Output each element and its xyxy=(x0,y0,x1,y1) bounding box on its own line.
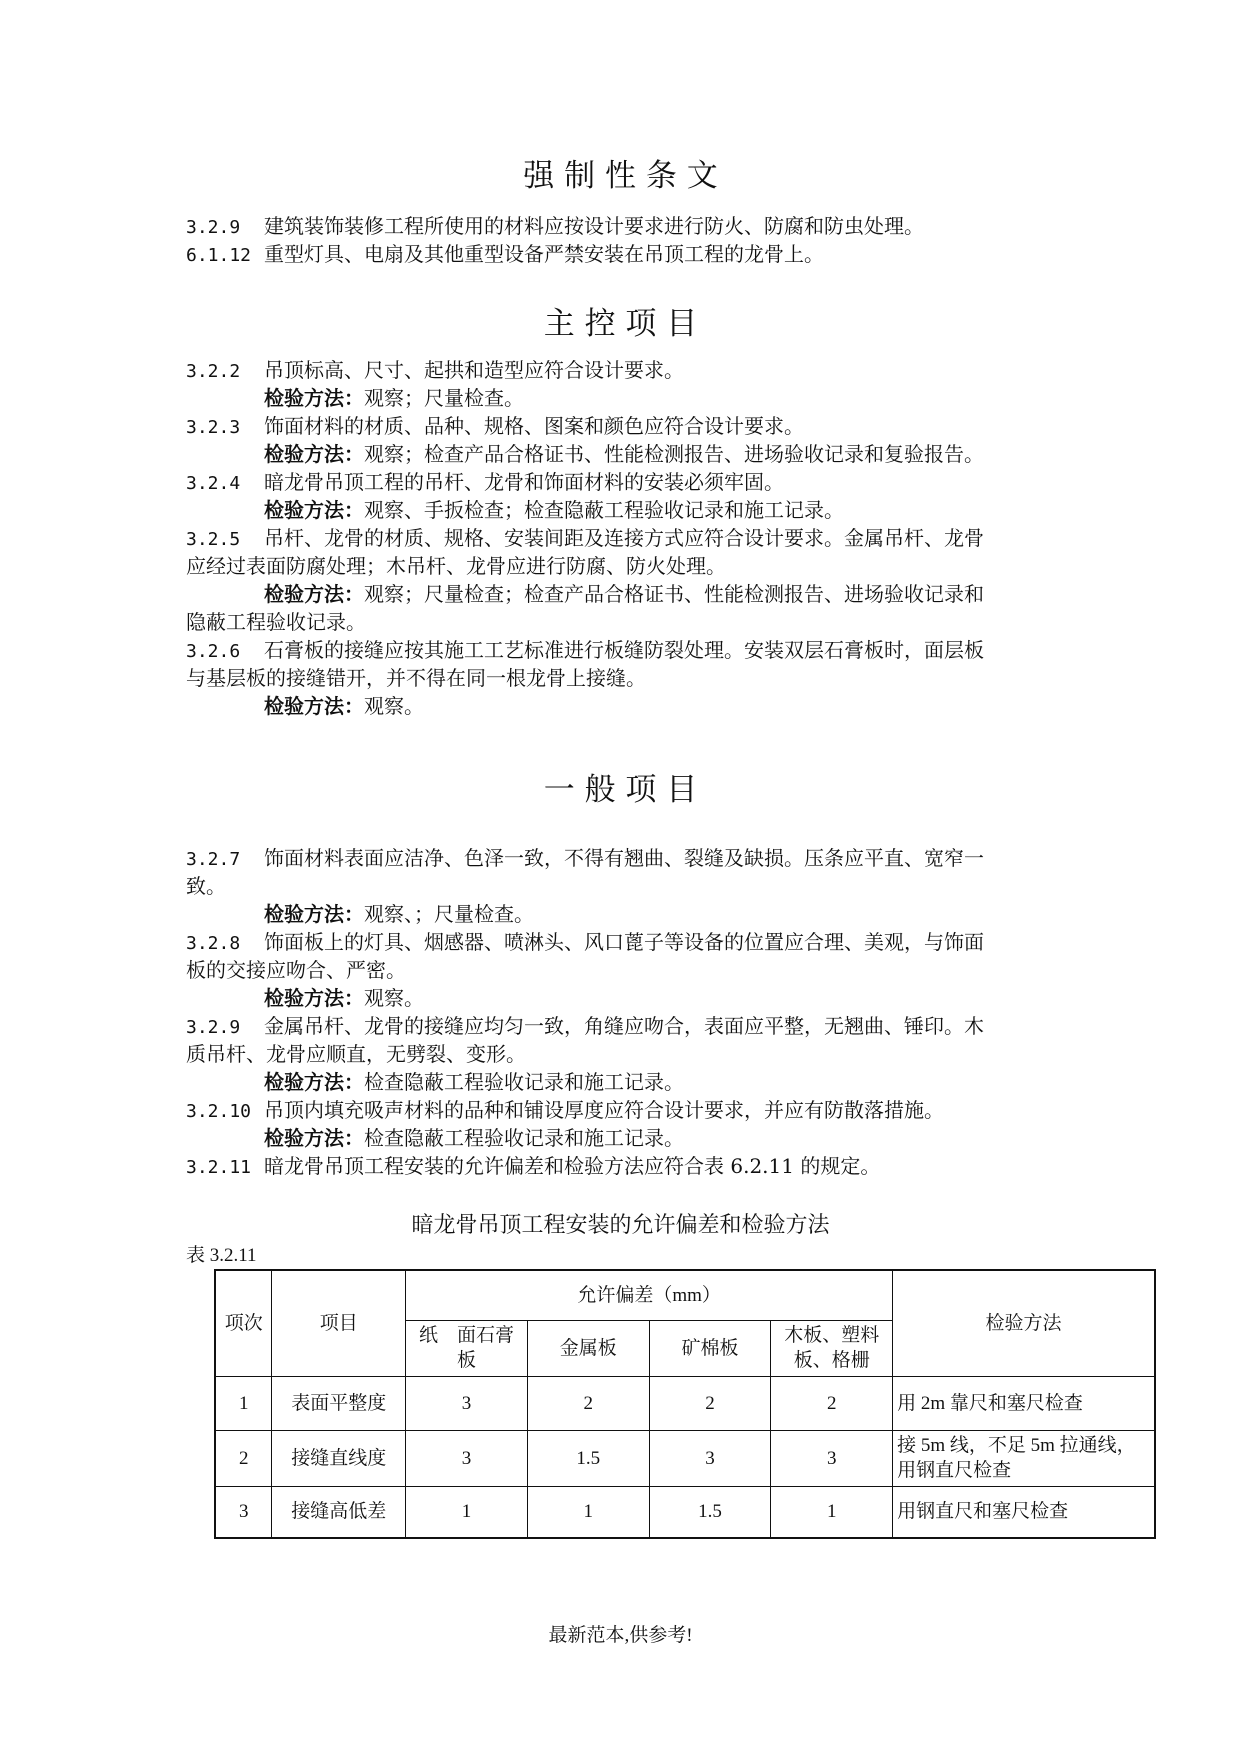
inspection-method-label: 检验方法： xyxy=(264,1070,364,1094)
header-method: 检验方法 xyxy=(893,1270,1155,1376)
inspection-method-text: 观察、；尺量检查。 xyxy=(364,902,534,926)
clause-line xyxy=(186,930,1066,956)
clause-line xyxy=(186,214,1066,240)
clause-number: 3.2.5 xyxy=(186,529,241,550)
cell-seq: 3 xyxy=(215,1486,272,1538)
clause-continuation: 致。 xyxy=(186,874,226,898)
cell-value: 3 xyxy=(406,1430,528,1486)
clause-line xyxy=(186,1154,1066,1180)
cell-value: 1.5 xyxy=(649,1486,771,1538)
header-metal: 金属板 xyxy=(527,1320,649,1376)
inspection-method-label: 检验方法： xyxy=(264,582,364,606)
header-item: 项目 xyxy=(272,1270,406,1376)
cell-value: 3 xyxy=(649,1430,771,1486)
table-row xyxy=(215,1430,1155,1486)
clause-line xyxy=(186,526,1066,552)
page-footer: 最新范本,供参考! xyxy=(548,1625,693,1646)
cell-value: 1 xyxy=(406,1486,528,1538)
clause-number: 3.2.9 xyxy=(186,217,241,238)
clause-number: 3.2.4 xyxy=(186,473,241,494)
inspection-method-label: 检验方法： xyxy=(264,902,364,926)
cell-item: 接缝直线度 xyxy=(272,1430,406,1486)
table-label: 表 3.2.11 xyxy=(186,1245,257,1266)
clause-line xyxy=(186,414,1066,440)
clause-line xyxy=(186,470,1066,496)
table-header-row xyxy=(215,1270,1155,1320)
inspection-method-line xyxy=(186,442,1144,466)
inspection-method-line xyxy=(186,1070,1144,1094)
cell-value: 1.5 xyxy=(527,1430,649,1486)
clause-number: 3.2.9 xyxy=(186,1017,241,1038)
inspection-method-text: 检查隐蔽工程验收记录和施工记录。 xyxy=(364,1070,684,1094)
cell-value: 2 xyxy=(649,1376,771,1430)
header-seq: 项次 xyxy=(215,1270,272,1376)
header-gypsum: 纸 面石膏板 xyxy=(406,1320,528,1376)
clause-number: 3.2.10 xyxy=(186,1101,252,1122)
inspection-method-line xyxy=(186,1126,1144,1150)
clause-text: 暗龙骨吊顶工程安装的允许偏差和检验方法应符合表 6.2.11 的规定。 xyxy=(264,1154,881,1178)
section-title-mandatory: 强 制 性 条 文 xyxy=(523,158,718,194)
deviation-table xyxy=(214,1269,1156,1539)
cell-method: 接 5m 线，不足 5m 拉通线，用钢直尺检查 xyxy=(893,1430,1155,1486)
inspection-method-label: 检验方法： xyxy=(264,386,364,410)
clause-line xyxy=(186,1014,1066,1040)
clause-text: 吊顶标高、尺寸、起拱和造型应符合设计要求。 xyxy=(264,358,684,382)
clause-text: 暗龙骨吊顶工程的吊杆、龙骨和饰面材料的安装必须牢固。 xyxy=(264,470,784,494)
clause-continuation: 板的交接应吻合、严密。 xyxy=(186,958,406,982)
header-mineral-wool: 矿棉板 xyxy=(649,1320,771,1376)
clause-line xyxy=(186,358,1066,384)
cell-value: 1 xyxy=(771,1486,893,1538)
inspection-method-line xyxy=(186,386,1144,410)
inspection-method-line xyxy=(186,694,1144,718)
inspection-method-line xyxy=(186,498,1144,522)
clause-line xyxy=(186,1098,1066,1124)
table-row xyxy=(215,1486,1155,1538)
cell-seq: 1 xyxy=(215,1376,272,1430)
clause-continuation: 质吊杆、龙骨应顺直，无劈裂、变形。 xyxy=(186,1042,526,1066)
clause-text: 吊顶内填充吸声材料的品种和铺设厚度应符合设计要求，并应有防散落措施。 xyxy=(264,1098,944,1122)
cell-item: 表面平整度 xyxy=(272,1376,406,1430)
inspection-method-text: 观察；尺量检查；检查产品合格证书、性能检测报告、进场验收记录和 xyxy=(364,582,984,606)
inspection-method-label: 检验方法： xyxy=(264,442,364,466)
inspection-method-line xyxy=(186,986,1144,1010)
table-row xyxy=(215,1376,1155,1430)
inspection-method-text: 观察。 xyxy=(364,694,424,718)
inspection-method-text: 观察；尺量检查。 xyxy=(364,386,524,410)
cell-value: 3 xyxy=(771,1430,893,1486)
inspection-method-label: 检验方法： xyxy=(264,498,364,522)
header-wood-plastic: 木板、塑料板、格栅 xyxy=(771,1320,893,1376)
clause-continuation: 隐蔽工程验收记录。 xyxy=(186,610,366,634)
header-deviation: 允许偏差（mm） xyxy=(406,1270,893,1320)
clause-line xyxy=(186,846,1066,872)
inspection-method-line xyxy=(186,902,1144,926)
clause-text: 饰面材料的材质、品种、规格、图案和颜色应符合设计要求。 xyxy=(264,414,804,438)
cell-value: 2 xyxy=(527,1376,649,1430)
inspection-method-label: 检验方法： xyxy=(264,694,364,718)
clause-number: 6.1.12 xyxy=(186,245,252,266)
clause-continuation: 应经过表面防腐处理；木吊杆、龙骨应进行防腐、防火处理。 xyxy=(186,554,726,578)
cell-seq: 2 xyxy=(215,1430,272,1486)
cell-method: 用钢直尺和塞尺检查 xyxy=(893,1486,1155,1538)
clause-text: 饰面板上的灯具、烟感器、喷淋头、风口蓖子等设备的位置应合理、美观，与饰面 xyxy=(264,930,984,954)
inspection-method-text: 检查隐蔽工程验收记录和施工记录。 xyxy=(364,1126,684,1150)
inspection-method-label: 检验方法： xyxy=(264,1126,364,1150)
clause-text: 吊杆、龙骨的材质、规格、安装间距及连接方式应符合设计要求。金属吊杆、龙骨 xyxy=(264,526,984,550)
section-title-general: 一 般 项 目 xyxy=(543,772,698,808)
inspection-method-line xyxy=(186,582,1144,606)
clause-line xyxy=(186,638,1066,664)
cell-value: 3 xyxy=(406,1376,528,1430)
cell-method: 用 2m 靠尺和塞尺检查 xyxy=(893,1376,1155,1430)
clause-number: 3.2.11 xyxy=(186,1157,252,1178)
cell-item: 接缝高低差 xyxy=(272,1486,406,1538)
inspection-method-label: 检验方法： xyxy=(264,986,364,1010)
clause-text: 饰面材料表面应洁净、色泽一致，不得有翘曲、裂缝及缺损。压条应平直、宽窄一 xyxy=(264,846,984,870)
clause-text: 重型灯具、电扇及其他重型设备严禁安装在吊顶工程的龙骨上。 xyxy=(264,242,824,266)
cell-value: 2 xyxy=(771,1376,893,1430)
clause-continuation: 与基层板的接缝错开，并不得在同一根龙骨上接缝。 xyxy=(186,666,646,690)
clause-number: 3.2.8 xyxy=(186,933,241,954)
table-caption: 暗龙骨吊顶工程安装的允许偏差和检验方法 xyxy=(411,1213,830,1238)
clause-number: 3.2.7 xyxy=(186,849,241,870)
clause-text: 石膏板的接缝应按其施工工艺标准进行板缝防裂处理。安装双层石膏板时，面层板 xyxy=(264,638,984,662)
clause-number: 3.2.6 xyxy=(186,641,241,662)
inspection-method-text: 观察、手扳检查；检查隐蔽工程验收记录和施工记录。 xyxy=(364,498,844,522)
clause-text: 金属吊杆、龙骨的接缝应均匀一致，角缝应吻合，表面应平整，无翘曲、锤印。木 xyxy=(264,1014,984,1038)
clause-text: 建筑装饰装修工程所使用的材料应按设计要求进行防火、防腐和防虫处理。 xyxy=(264,214,924,238)
inspection-method-text: 观察；检查产品合格证书、性能检测报告、进场验收记录和复验报告。 xyxy=(364,442,984,466)
clause-number: 3.2.3 xyxy=(186,417,241,438)
inspection-method-text: 观察。 xyxy=(364,986,424,1010)
clause-line xyxy=(186,242,1066,268)
section-title-main-control: 主 控 项 目 xyxy=(543,306,698,342)
clause-number: 3.2.2 xyxy=(186,361,241,382)
cell-value: 1 xyxy=(527,1486,649,1538)
